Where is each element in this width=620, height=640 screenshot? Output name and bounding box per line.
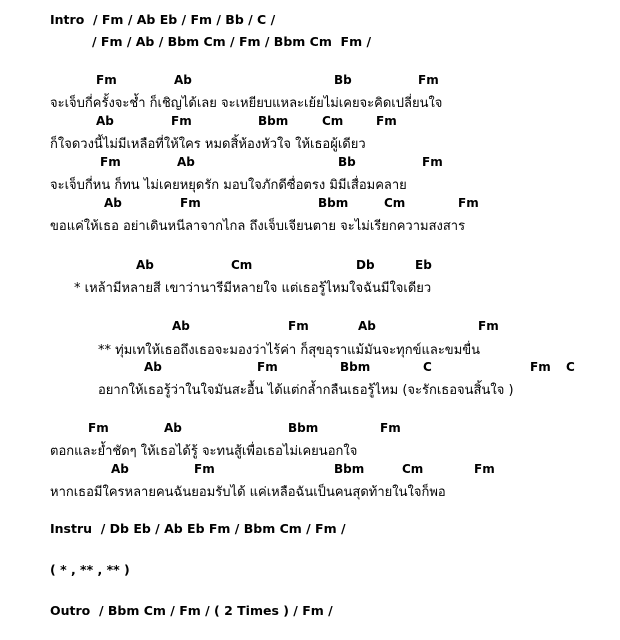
chord: Eb	[415, 258, 432, 272]
chord: Cm	[322, 114, 344, 128]
chord: C	[423, 360, 432, 374]
chord: Fm	[458, 196, 479, 210]
chord: Fm	[88, 421, 109, 435]
chord: Ab	[177, 155, 195, 169]
chord: Cm	[231, 258, 253, 272]
chord: Fm	[376, 114, 397, 128]
lyric-line: จะเจ็บกี่ครั้งจะช้ำ ก็เชิญได้เลย จะเหยียบแหละเย้ยไม่เคยจะคิดเปลี่ยนใจ	[50, 96, 443, 111]
chord: Fm	[96, 73, 117, 87]
outro-line: Outro / Bbm Cm / Fm / ( 2 Times ) / Fm /	[50, 603, 333, 618]
lyric-line: อยากให้เธอรู้ว่าในใจมันสะอื้น ได้แต่กล้ำกลืนเธอรู้ไหม (จะรักเธอจนสิ้นใจ )	[98, 383, 514, 398]
chord: Ab	[164, 421, 182, 435]
chord: Ab	[144, 360, 162, 374]
lyric-line: ** ทุ่มเทให้เธอถึงเธอจะมองว่าไร้ค่า ก็สุขอุราแม้มันจะทุกข์และขมขื่น	[98, 343, 481, 358]
chord: Fm	[171, 114, 192, 128]
chord: Bb	[338, 155, 356, 169]
chord: Ab	[96, 114, 114, 128]
lyric-line: ตอกและย้ำชัดๆ ให้เธอได้รู้ จะทนสู้เพื่อเธอไม่เคยนอกใจ	[50, 444, 358, 459]
chord: Bbm	[318, 196, 349, 210]
chord: Fm	[530, 360, 551, 374]
lyric-line: จะเจ็บกี่หน ก็ทน ไม่เคยหยุดรัก มอบใจภักดีซื่อตรง มิมีเสื่อมคลาย	[50, 178, 407, 193]
chord: Db	[356, 258, 375, 272]
chord: Ab	[358, 319, 376, 333]
chord: Fm	[180, 196, 201, 210]
chord: Ab	[111, 462, 129, 476]
chord: Fm	[194, 462, 215, 476]
chord: Ab	[136, 258, 154, 272]
lyric-line: ขอแค่ให้เธอ อย่าเดินหนีลาจากไกล ถึงเจ็บเจียนตาย จะไม่เรียกความสงสาร	[50, 219, 466, 234]
chord: Bb	[334, 73, 352, 87]
chord: Ab	[104, 196, 122, 210]
intro-line-2: / Fm / Ab / Bbm Cm / Fm / Bbm Cm Fm /	[92, 34, 372, 49]
chord: Fm	[100, 155, 121, 169]
chord: Cm	[402, 462, 424, 476]
lyric-line: * เหล้ามีหลายสี เขาว่านารีมีหลายใจ แต่เธอรู้ไหมใจฉันมีใจเดียว	[74, 281, 432, 296]
repeat-line: ( * , ** , ** )	[50, 562, 130, 577]
chord: Bbm	[340, 360, 371, 374]
chord: Ab	[172, 319, 190, 333]
chord: Fm	[257, 360, 278, 374]
lyric-line: ก็ใจดวงนี้ไม่มีเหลือที่ให้ใคร หมดสิ้ห้องหัวใจ ให้เธอผู้เดียว	[50, 137, 366, 152]
lyric-line: หากเธอมีใครหลายคนฉันยอมรับได้ แค่เหลือฉันเป็นคนสุดท้ายในใจก็พอ	[50, 485, 446, 500]
chord: Fm	[380, 421, 401, 435]
intro-line-1: Intro / Fm / Ab Eb / Fm / Bb / C /	[50, 12, 276, 27]
chord: Fm	[288, 319, 309, 333]
chord: Fm	[418, 73, 439, 87]
chord: Bbm	[334, 462, 365, 476]
instru-line: Instru / Db Eb / Ab Eb Fm / Bbm Cm / Fm /	[50, 521, 346, 536]
chord: Fm	[478, 319, 499, 333]
chord: Bbm	[258, 114, 289, 128]
chord: C	[566, 360, 575, 374]
chord: Cm	[384, 196, 406, 210]
chord: Fm	[422, 155, 443, 169]
chord: Fm	[474, 462, 495, 476]
chord: Bbm	[288, 421, 319, 435]
chord: Ab	[174, 73, 192, 87]
